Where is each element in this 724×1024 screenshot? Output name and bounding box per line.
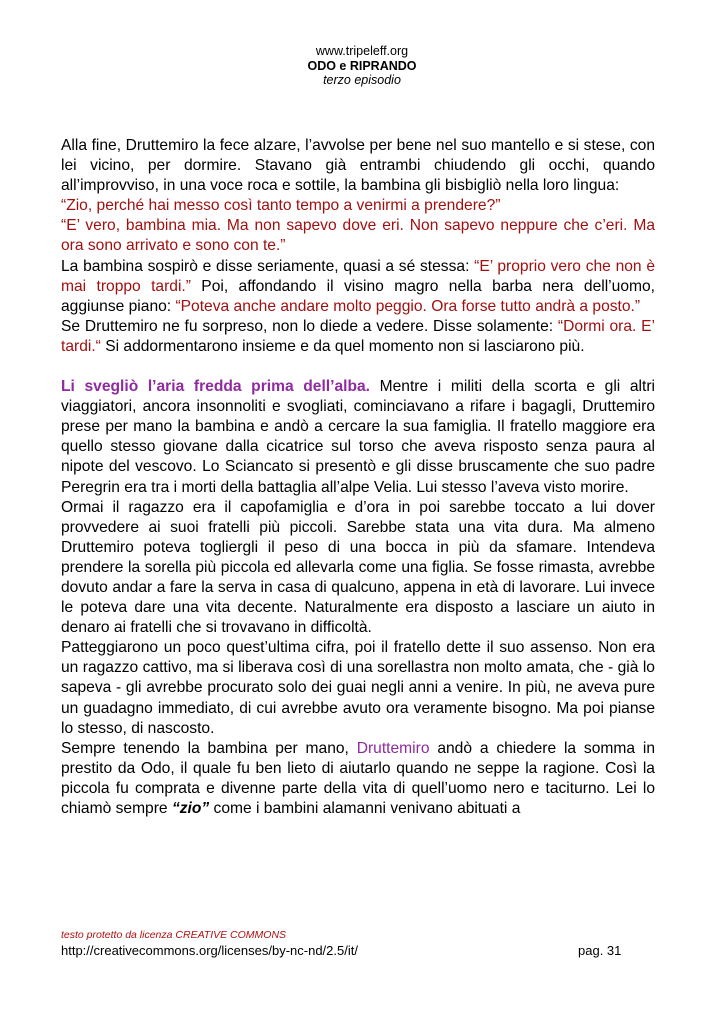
main-text — [61, 136, 655, 819]
p4-quote: “Dormi ora. E’ tardi.“ — [61, 317, 655, 355]
p4-text-a: Se Druttemiro ne fu sorpreso, non lo diede a vedere. Disse solamente: — [61, 317, 558, 335]
p3-quote-b: “Poteva anche andare molto peggio. Ora forse tutto andrà a posto.” — [175, 297, 641, 315]
paragraph-5 — [61, 377, 655, 498]
zio-emphasis: “zio” — [171, 800, 210, 817]
episode-subtitle: terzo episodio — [323, 73, 401, 87]
page-number: pag. 31 — [578, 943, 622, 958]
p8-text-c: come i bambini alamanni venivano abituati a — [209, 800, 521, 817]
book-title: ODO e RIPRANDO — [307, 58, 417, 73]
paragraph-1: Alla fine, Druttemiro la fece alzare, l’avvolse per bene nel suo mantello e si stese, con lei vicino, per dormire. Stavano già entrambi chiudendo gli occhi, quando all’improvviso, in una voce roca e sottile, la bambina gli bisbigliò nella loro lingua: — [61, 137, 655, 195]
p8-text-b: andò a chiedere la somma in prestito da Odo, il quale fu ben lieto di aiutarlo quando ne seppe la ragione. Così la piccola fu comprata e divenne parte della vita di quell’uomo nero e taciturno. Lei lo chiamò sempre — [61, 739, 655, 817]
paragraph-8 — [61, 739, 655, 819]
paragraph-3 — [61, 257, 655, 317]
quote-child: “Zio, perché hai messo così tanto tempo a venirmi a prendere?” — [61, 197, 501, 215]
name-highlight: Druttemiro — [356, 739, 430, 757]
site-url: www.tripeleff.org — [315, 44, 409, 58]
section-lead: Li svegliò l’aria fredda prima dell’alba. — [61, 378, 370, 396]
p8-text-a: Sempre tenendo la bambina per mano, — [61, 739, 357, 757]
paragraph-7: Patteggiarono un poco quest’ultima cifra, poi il fratello dette il suo assenso. Non era un ragazzo cattivo, ma si liberava così di una sorellastra non molto amata, che - già lo sapeva - gli avrebbe procurato solo dei guai negli anni a venire. In più, ne aveva pure un guadagno immediato, di cui avrebbe avuto ora veramente bisogno. Ma poi pianse lo stesso, di nascosto. — [61, 639, 655, 737]
license-note: testo protetto da licenza CREATIVE COMMONS — [61, 929, 287, 941]
paragraph-6: Ormai il ragazzo era il capofamiglia e d’ora in poi sarebbe toccato a lui dover provvedere ai suoi fratelli più piccoli. Sarebbe stata una vita dura. Ma almeno Druttemiro poteva togliergli il peso di una bocca in più da sfamare. Intendeva prendere la sorella più piccola ed allevarla come una figlia. Se fosse rimasta, avrebbe dovuto andar a fare la serva in casa di qualcuno, appena in età di lavorare. Lui invece le poteva dare una vita decente. Naturalmente era disposto a lasciare un aiuto in denaro ai fratelli che si trovavano in difficoltà. — [61, 498, 655, 637]
quote-druttemiro: “E’ vero, bambina mia. Ma non sapevo dove eri. Non sapevo neppure che c’eri. Ma ora sono arrivato e sono con te.” — [61, 217, 655, 255]
page-header — [0, 44, 724, 88]
license-url: http://creativecommons.org/licenses/by-nc-nd/2.5/it/ — [61, 943, 358, 958]
paragraph-gap — [61, 357, 655, 377]
p4-text-b: Si addormentarono insieme e da quel momento non si lasciarono più. — [100, 337, 585, 355]
p3-text-b: Poi, affondando il visino magro nella barba nera dell’uomo, aggiunse piano: — [61, 277, 655, 315]
p3-quote-a: “E’ proprio vero che non è mai troppo tardi.” — [61, 257, 655, 295]
paragraph-4 — [61, 317, 655, 357]
p3-text-a: La bambina sospirò e disse seriamente, quasi a sé stessa: — [61, 257, 475, 275]
p5-text: Mentre i militi della scorta e gli altri viaggiatori, ancora insonnoliti e svogliati, cominciavano a rifare i bagagli, Druttemiro prese per mano la bambina e andò a cercare la sua famiglia. Il fratello maggiore era quello stesso giovane dalla cicatrice sul torso che aveva risposto senza paura al nipote del vescovo. Lo Sciancato si presentò e gli disse bruscamente che suo padre Peregrin era tra i morti della battaglia all’alpe Velia. Lui stesso l’aveva visto morire. — [61, 378, 656, 496]
